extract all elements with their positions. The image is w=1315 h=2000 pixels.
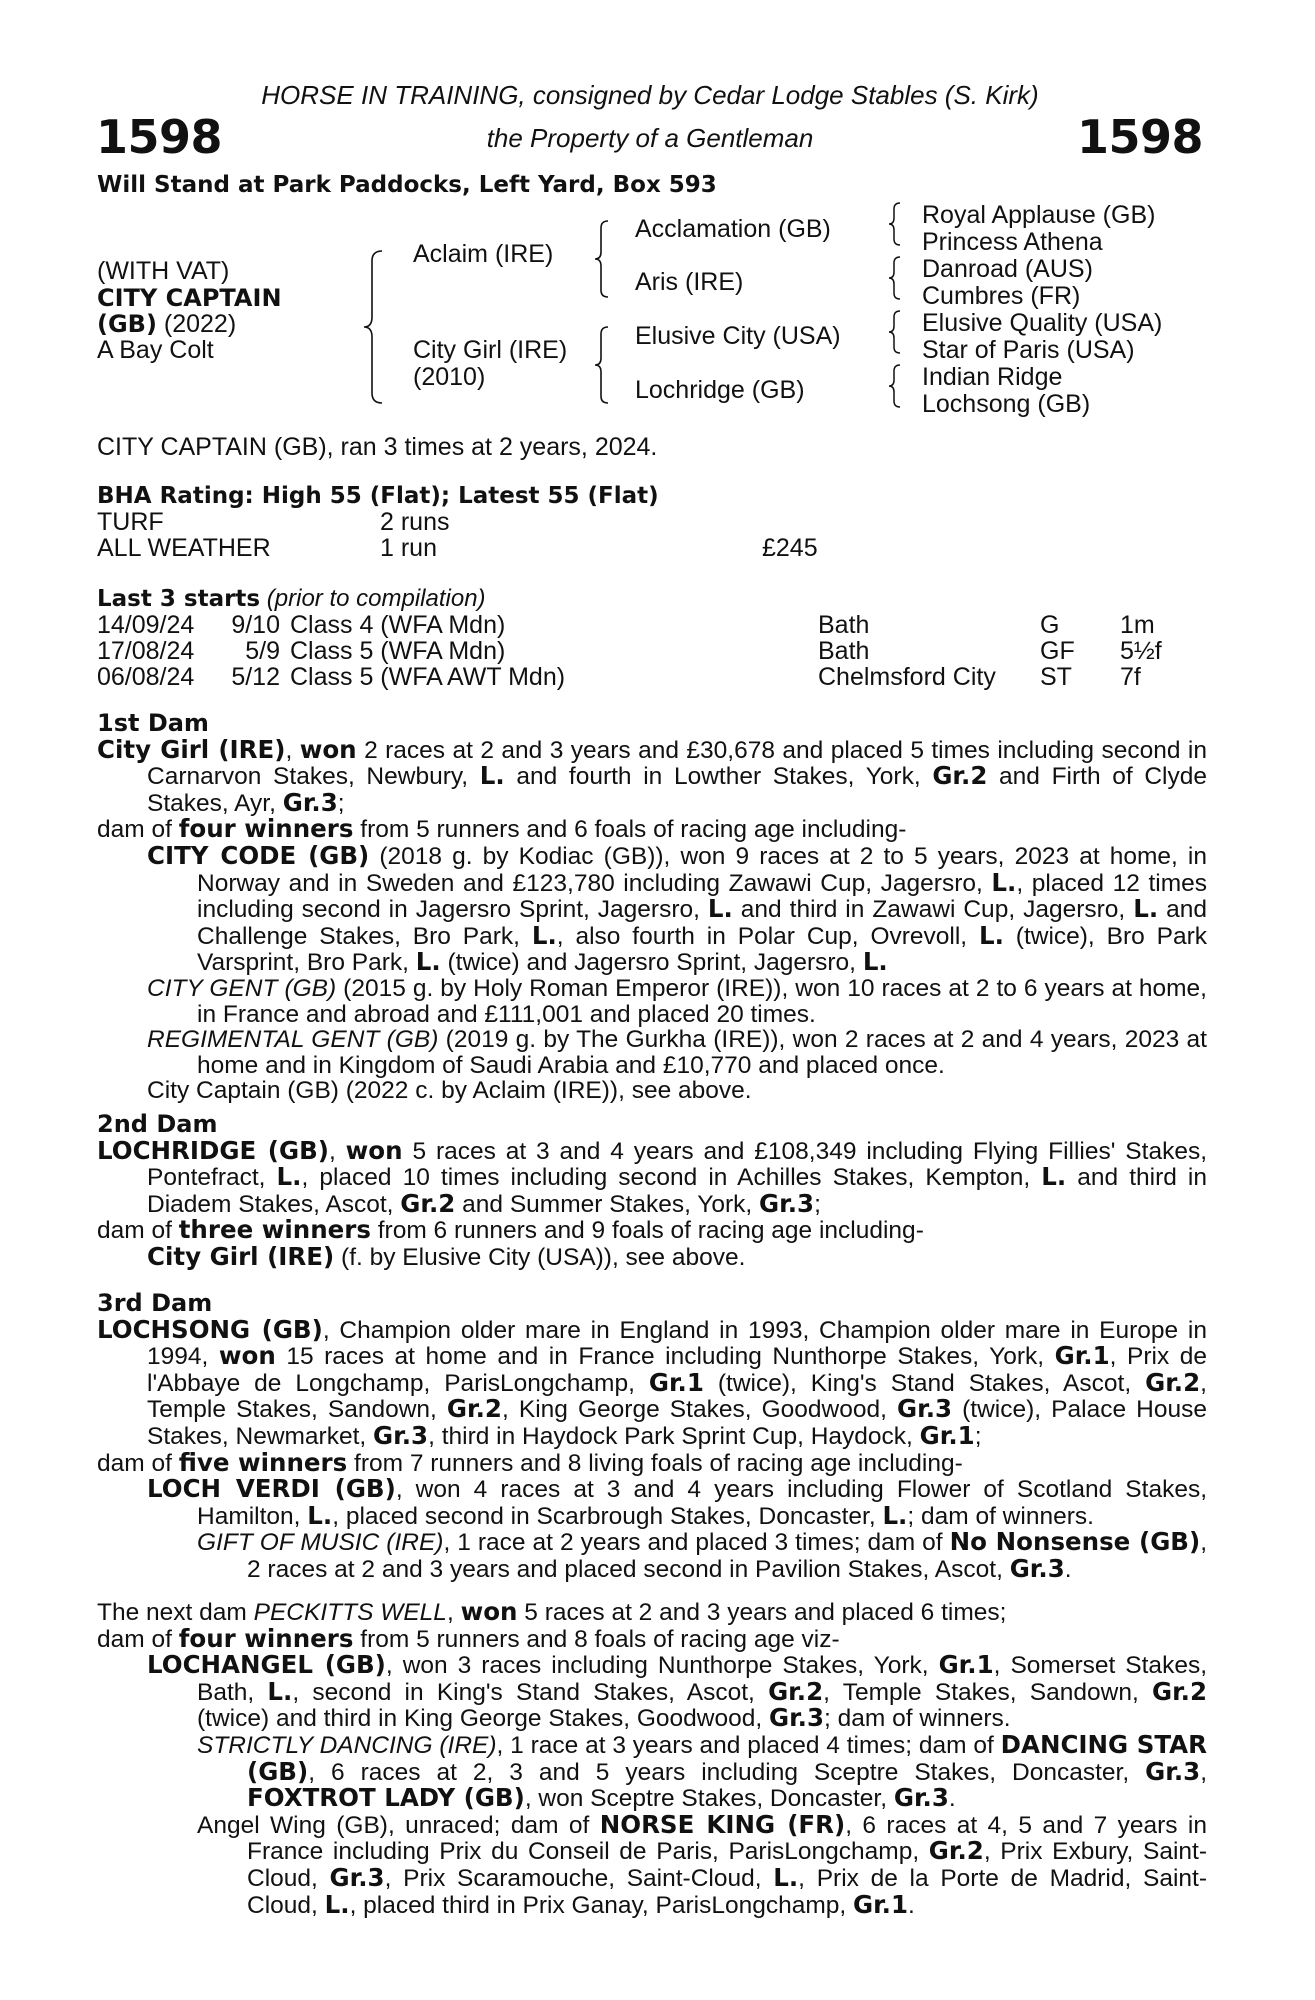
text: from 5 runners and 6 foals of racing age including-	[353, 816, 907, 844]
text: , Prix de l'Abbaye de Longchamp, ParisLongchamp,	[147, 1343, 1207, 1397]
pedigree-brace-g1	[886, 200, 906, 248]
text: (twice), Palace House Stakes, Newmarket,	[147, 1396, 1207, 1450]
bha-rating: BHA Rating: High 55 (Flat); Latest 55 (Flat)	[97, 483, 659, 509]
listed-label: L.	[1041, 1162, 1067, 1192]
text: ,	[446, 1599, 461, 1626]
start-course: Bath	[818, 637, 870, 665]
text: 5 races at 3 and 4 years and £108,349 including Flying Fillies' Stakes, Pontefract,	[147, 1137, 1207, 1192]
produce-name: STRICTLY DANCING (IRE)	[197, 1731, 497, 1759]
listed-label: L.	[479, 761, 505, 791]
text: and Firth of Clyde Stakes, Ayr,	[147, 763, 1207, 817]
pedigree-dam-year: (2010)	[413, 363, 486, 391]
won-label: won	[460, 1597, 518, 1626]
produce-name: LOCHANGEL (GB)	[147, 1650, 386, 1680]
rating-row-surface: ALL WEATHER	[97, 534, 271, 562]
text: , won 4 races at 3 and 4 years including Flower of Scotland Stakes, Hamilton,	[197, 1476, 1208, 1530]
pedigree-ggs-3: Danroad (AUS)	[922, 255, 1093, 283]
listed-label: L.	[324, 1889, 350, 1919]
pedigree-ggs-8: Lochsong (GB)	[922, 390, 1091, 418]
text: ,	[1200, 1758, 1207, 1786]
text: , second in King's Stand Stakes, Ascot,	[292, 1678, 769, 1706]
produce-name: CITY GENT (GB)	[147, 974, 337, 1002]
pedigree-ggs-5: Elusive Quality (USA)	[922, 309, 1163, 337]
produce-entry	[97, 1809, 1208, 1919]
pedigree-dam-sire: Elusive City (USA)	[635, 322, 841, 350]
second-dam-heading: 2nd Dam	[97, 1110, 218, 1138]
start-date: 14/09/24	[97, 611, 195, 639]
text: (twice), Bro Park Varsprint, Bro Park,	[197, 922, 1207, 977]
text: , placed 12 times including second in Jagersro Sprint, Jagersro,	[197, 869, 1207, 924]
text: ;	[974, 1422, 982, 1450]
pedigree-ggs-6: Star of Paris (USA)	[922, 336, 1135, 364]
group-label: Gr.2	[400, 1188, 456, 1218]
last-starts-heading	[97, 585, 486, 613]
pedigree-sire: Aclaim (IRE)	[413, 240, 554, 268]
listed-label: L.	[862, 947, 888, 977]
group-label: Gr.1	[919, 1420, 975, 1450]
text: , placed 10 times including second in Achilles Stakes, Kempton,	[301, 1164, 1042, 1192]
text: and third in Diadem Stakes, Ascot,	[147, 1164, 1208, 1218]
group-label: Gr.3	[329, 1862, 385, 1892]
next-dam-section	[97, 1599, 1207, 1918]
text: ; dam of winners.	[824, 1705, 1011, 1733]
listed-label: L.	[307, 1500, 333, 1530]
next-dam-produce-summary	[97, 1623, 1207, 1653]
first-dam-produce-summary	[97, 816, 1207, 843]
text: , also fourth in Polar Cup, Ovrevoll,	[556, 922, 979, 950]
text: from 6 runners and 9 foals of racing age including-	[370, 1217, 924, 1245]
text: , 2 races at 2 and 3 years and placed second in Pavilion Stakes, Ascot,	[247, 1529, 1207, 1583]
text: dam of	[97, 1217, 179, 1245]
produce-entry	[97, 976, 1207, 1027]
text: , Prix Scaramouche, Saint-Cloud,	[384, 1864, 774, 1892]
group-label: Gr.3	[759, 1188, 815, 1218]
start-race: Class 4 (WFA Mdn)	[290, 611, 506, 639]
group-label: Gr.1	[648, 1367, 704, 1397]
text: , 1 race at 3 years and placed 4 times; dam of	[496, 1731, 1001, 1759]
pedigree-sire-dam: Aris (IRE)	[635, 268, 744, 296]
text: from 5 runners and 8 foals of racing age viz-	[353, 1625, 840, 1653]
third-dam-record	[97, 1314, 1207, 1450]
text: , King George Stakes, Goodwood,	[501, 1396, 897, 1424]
produce-name: City Girl (IRE)	[147, 1241, 335, 1271]
text: ;	[814, 1190, 821, 1218]
start-course: Chelmsford City	[818, 663, 996, 691]
third-dam-heading: 3rd Dam	[97, 1289, 213, 1317]
rating-row-surface: TURF	[97, 508, 164, 536]
group-label: Gr.3	[282, 787, 338, 817]
text: .	[948, 1785, 956, 1813]
lot-number-right: 1598	[1076, 110, 1203, 164]
last-starts-title: Last 3 starts	[97, 586, 261, 612]
text: 15 races at home and in France including Nunthorpe Stakes, York,	[275, 1343, 1055, 1371]
text: dam of	[97, 816, 179, 844]
text: (2018 g. by Kodiac (GB)), won 9 races at 2 to 5 years, 2023 at home, in Norway and in Sweden and £123,780 including Zawawi Cup, Jagersro,	[197, 842, 1207, 897]
pedigree-brace-g2	[886, 254, 906, 302]
group-label: Gr.1	[938, 1650, 994, 1680]
second-dam-name: LOCHRIDGE (GB)	[97, 1135, 329, 1165]
text: (twice) and Jagersro Sprint, Jagersro,	[440, 949, 863, 977]
winners-count: three winners	[178, 1215, 371, 1245]
listed-label: L.	[773, 1862, 799, 1892]
start-distance: 1m	[1120, 611, 1155, 639]
group-label: Gr.2	[1145, 1367, 1201, 1397]
text: , Somerset Stakes, Bath,	[197, 1652, 1207, 1706]
next-dam-name: PECKITTS WELL	[253, 1599, 447, 1626]
text: (twice), King's Stand Stakes, Ascot,	[703, 1369, 1146, 1397]
pedigree-ggs-1: Royal Applause (GB)	[922, 201, 1156, 229]
group-label: Gr.3	[897, 1394, 953, 1424]
first-dam-section	[97, 711, 1207, 1104]
text: and third in Zawawi Cup, Jagersro,	[732, 896, 1134, 924]
text: (f. by Elusive City (USA)), see above.	[334, 1243, 746, 1271]
grandproduce-name: No Nonsense (GB)	[949, 1527, 1201, 1557]
start-position: 5/12	[231, 663, 280, 691]
second-dam-record: LOCHRIDGE (GB), won 5 races at 3 and 4 years and £108,349 including Flying Fillies' Stakes, Pontefract, L., placed 10 times including second in Achilles Stakes, Kempton, L. and third in Diadem Stakes, Ascot, Gr.2 and Summer Stakes, York, Gr.3;	[97, 1135, 1208, 1218]
horse-origin-year	[97, 311, 236, 337]
pedigree-ggs-7: Indian Ridge	[922, 363, 1063, 391]
text: , won Sceptre Stakes, Doncaster,	[524, 1785, 894, 1813]
text: from 7 runners and 8 living foals of racing age including-	[347, 1449, 963, 1477]
produce-entry	[97, 1729, 1207, 1813]
group-label: Gr.3	[1009, 1553, 1065, 1583]
won-label: won	[345, 1135, 403, 1165]
pedigree-dam: City Girl (IRE)	[413, 336, 568, 364]
horse-year: (2022)	[163, 310, 237, 338]
start-course: Bath	[818, 611, 870, 639]
horse-country: (GB)	[97, 310, 157, 338]
property-line: the Property of a Gentleman	[486, 123, 814, 153]
text: , 1 race at 2 years and placed 3 times; dam of	[443, 1529, 950, 1557]
location-line: Will Stand at Park Paddocks, Left Yard, Box 593	[97, 172, 717, 198]
pedigree-sire-sire: Acclamation (GB)	[635, 215, 831, 243]
produce-entry	[97, 840, 1207, 977]
group-label: Gr.2	[928, 1836, 984, 1866]
group-label: Gr.2	[768, 1676, 824, 1706]
text: , 6 races at 4, 5 and 7 years in France including Prix du Conseil de Paris, ParisLongchamp,	[247, 1811, 1207, 1866]
pedigree-brace-main	[360, 247, 390, 407]
text: dam of	[97, 1449, 179, 1477]
pedigree-brace-dam	[592, 324, 614, 406]
start-distance: 7f	[1120, 663, 1141, 691]
group-label: Gr.3	[1145, 1756, 1201, 1786]
pedigree-brace-g4	[886, 362, 906, 410]
text: and Summer Stakes, York,	[455, 1190, 760, 1218]
text: , third in Haydock Park Sprint Cup, Haydock,	[428, 1422, 920, 1450]
produce-name: CITY CODE (GB)	[147, 840, 370, 870]
second-dam-section	[97, 1112, 1207, 1271]
first-dam-heading: 1st Dam	[97, 709, 209, 737]
text: 2 races at 2 and 3 years and £30,678 and placed 5 times including second in Carnarvon Stakes, Newbury,	[147, 736, 1207, 791]
horse-name: CITY CAPTAIN	[97, 284, 282, 312]
third-dam-name: LOCHSONG (GB)	[97, 1314, 323, 1344]
text: , won 3 races including Nunthorpe Stakes, York,	[385, 1652, 939, 1680]
text: The next dam	[97, 1599, 254, 1626]
third-dam-section	[97, 1291, 1207, 1583]
first-dam-name: City Girl (IRE)	[97, 734, 286, 764]
text: , Prix de la Porte de Madrid, Saint-Cloud,	[247, 1864, 1207, 1919]
produce-name: LOCH VERDI (GB)	[147, 1474, 396, 1504]
start-date: 06/08/24	[97, 663, 195, 691]
text: 5 races at 2 and 3 years and placed 6 times;	[517, 1599, 1007, 1626]
produce-entry	[97, 1241, 1207, 1271]
winners-count: five winners	[178, 1447, 348, 1477]
pedigree-dam-dam: Lochridge (GB)	[635, 376, 805, 404]
listed-label: L.	[707, 894, 733, 924]
grandproduce-name: FOXTROT LADY (GB)	[247, 1783, 525, 1813]
first-dam-record: City Girl (IRE), won 2 races at 2 and 3 years and £30,678 and placed 5 times including second in Carnarvon Stakes, Newbury, L. and fourth in Lowther Stakes, York, Gr.2 and Firth of Clyde Stakes, Ayr, Gr.3;	[97, 734, 1207, 817]
start-going: GF	[1040, 637, 1075, 665]
text: , Temple Stakes, Sandown,	[823, 1678, 1152, 1706]
next-dam-record	[97, 1599, 1207, 1626]
listed-label: L.	[991, 867, 1017, 897]
text: .	[1064, 1555, 1072, 1583]
grandproduce-name: NORSE KING (FR)	[599, 1809, 846, 1839]
listed-label: L.	[1133, 894, 1159, 924]
race-summary: CITY CAPTAIN (GB), ran 3 times at 2 years, 2024.	[97, 433, 658, 461]
pedigree-brace-sire	[592, 218, 614, 300]
group-label: Gr.1	[852, 1889, 909, 1919]
listed-label: L.	[267, 1676, 293, 1706]
listed-label: L.	[979, 920, 1004, 950]
group-label: Gr.1	[1054, 1341, 1110, 1371]
start-going: ST	[1040, 663, 1072, 691]
start-date: 17/08/24	[97, 637, 195, 665]
listed-label: L.	[882, 1500, 908, 1530]
text: dam of	[97, 1625, 179, 1653]
text: (twice) and third in King George Stakes, Goodwood,	[197, 1705, 769, 1733]
grandproduce-name: DANCING STAR (GB)	[247, 1729, 1207, 1786]
group-label: Gr.2	[932, 761, 988, 791]
text: , placed second in Scarbrough Stakes, Doncaster,	[332, 1502, 883, 1530]
start-distance: 5½f	[1120, 637, 1162, 665]
produce-entry	[97, 1476, 1207, 1529]
second-dam-produce-summary	[97, 1217, 1207, 1244]
text: ; dam of winners.	[907, 1502, 1094, 1530]
group-label: Gr.3	[373, 1420, 429, 1450]
produce-entry: City Captain (GB) (2022 c. by Aclaim (IRE)), see above.	[147, 1077, 752, 1105]
text: , Champion older mare in England in 1993, Champion older mare in Europe in 1994,	[147, 1316, 1207, 1371]
pedigree-ggs-2: Princess Athena	[922, 228, 1103, 256]
won-label: won	[299, 734, 357, 764]
pedigree-ggs-4: Cumbres (FR)	[922, 282, 1081, 310]
rating-row-runs: 2 runs	[380, 508, 450, 536]
consignor-line: HORSE IN TRAINING, consigned by Cedar Lodge Stables (S. Kirk)	[261, 80, 1039, 110]
group-label: Gr.3	[893, 1783, 949, 1813]
winners-count: four winners	[178, 1623, 354, 1653]
text: Angel Wing (GB), unraced; dam of	[197, 1811, 600, 1839]
horse-description: A Bay Colt	[97, 336, 214, 364]
produce-name: REGIMENTAL GENT (GB)	[147, 1026, 439, 1054]
start-race: Class 5 (WFA Mdn)	[290, 637, 506, 665]
text: and Challenge Stakes, Bro Park,	[197, 896, 1207, 950]
text: (2019 g. by The Gurkha (IRE)), won 2 races at 2 and 4 years, 2023 at home and in Kingdom of Saudi Arabia and £10,770 and placed once.	[197, 1026, 1207, 1079]
start-position: 9/10	[231, 611, 280, 639]
listed-label: L.	[276, 1162, 302, 1192]
won-label: won	[218, 1341, 276, 1371]
text: ;	[337, 789, 345, 817]
text: , 6 races at 2, 3 and 5 years including Sceptre Stakes, Doncaster,	[308, 1758, 1146, 1786]
text: , Temple Stakes, Sandown,	[147, 1369, 1207, 1424]
pedigree-brace-g3	[886, 308, 906, 356]
start-going: G	[1040, 611, 1060, 639]
group-label: Gr.2	[1151, 1676, 1208, 1706]
text: and fourth in Lowther Stakes, York,	[504, 763, 933, 791]
rating-row-earnings: £245	[762, 534, 818, 562]
produce-entry	[97, 1027, 1207, 1078]
third-dam-produce-summary	[97, 1447, 1207, 1477]
text: .	[908, 1891, 915, 1919]
text: , Prix Exbury, Saint-Cloud,	[247, 1838, 1208, 1892]
winners-count: four winners	[178, 814, 354, 844]
lot-number-left: 1598	[96, 110, 223, 164]
vat-note: (WITH VAT)	[97, 257, 230, 285]
start-race: Class 5 (WFA AWT Mdn)	[290, 663, 566, 691]
text: , placed third in Prix Ganay, ParisLongchamp,	[349, 1891, 853, 1919]
start-position: 5/9	[245, 637, 280, 665]
produce-entry	[97, 1529, 1207, 1582]
last-starts-note: (prior to compilation)	[266, 585, 486, 612]
listed-label: L.	[415, 947, 441, 977]
produce-entry	[97, 1652, 1207, 1732]
rating-row-runs: 1 run	[380, 534, 437, 562]
group-label: Gr.3	[768, 1703, 825, 1733]
listed-label: L.	[531, 920, 557, 950]
produce-name: GIFT OF MUSIC (IRE)	[197, 1529, 444, 1557]
text: (2015 g. by Holy Roman Emperor (IRE)), won 10 races at 2 to 6 years at home, in France and abroad and £111,001 and placed 20 times.	[197, 974, 1207, 1028]
group-label: Gr.2	[446, 1394, 502, 1424]
